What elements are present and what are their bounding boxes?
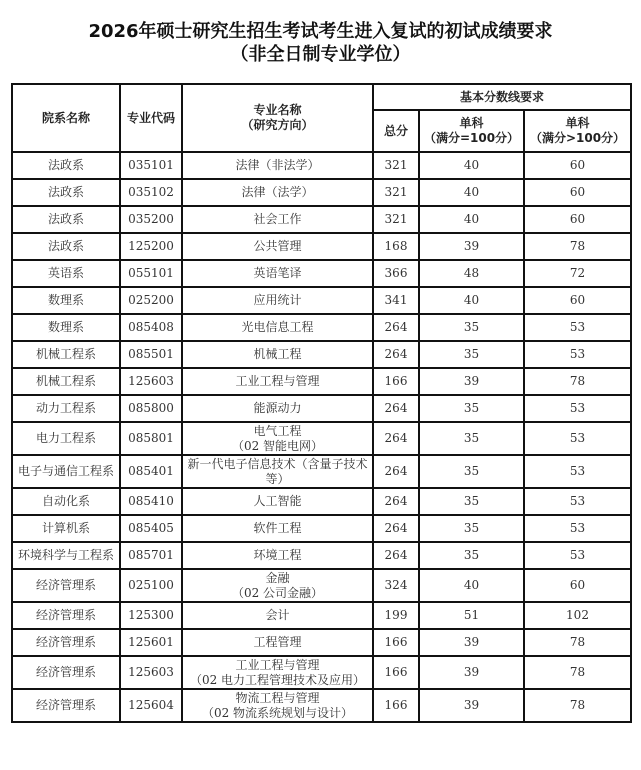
cell-single-gt100: 78	[524, 629, 631, 656]
cell-single-100: 35	[419, 455, 524, 488]
cell-single-gt100: 60	[524, 206, 631, 233]
cell-major-code: 085800	[120, 395, 182, 422]
cell-total-score: 341	[373, 287, 419, 314]
cell-major-code: 025200	[120, 287, 182, 314]
major-name-line1: 法律（非法学）	[235, 158, 320, 172]
cell-major-code: 025100	[120, 569, 182, 602]
table-row	[12, 395, 631, 422]
cell-total-score: 321	[373, 179, 419, 206]
cell-major-code: 035101	[120, 152, 182, 179]
cell-major-name	[182, 395, 373, 422]
cell-total-score: 264	[373, 422, 419, 455]
cell-major-name	[182, 314, 373, 341]
header-single-100	[419, 110, 524, 152]
cell-single-gt100: 78	[524, 233, 631, 260]
cell-major-name	[182, 206, 373, 233]
major-name-line1: 软件工程	[253, 521, 302, 535]
major-name-line1: 新一代电子信息技术（含量子技术	[187, 456, 368, 471]
cell-total-score: 166	[373, 368, 419, 395]
table-row	[12, 488, 631, 515]
cell-single-gt100: 60	[524, 179, 631, 206]
header-major-name-line2: （研究方向）	[241, 118, 314, 132]
cell-total-score: 264	[373, 314, 419, 341]
header-department: 院系名称	[12, 84, 120, 152]
cell-department: 电子与通信工程系	[12, 455, 120, 488]
table-row	[12, 542, 631, 569]
cell-department: 经济管理系	[12, 629, 120, 656]
major-name-line2: （02 电力工程管理技术及应用）	[189, 672, 366, 687]
cell-total-score: 166	[373, 629, 419, 656]
cell-major-name	[182, 233, 373, 260]
cell-major-code: 055101	[120, 260, 182, 287]
header-major-code: 专业代码	[120, 84, 182, 152]
cell-major-name	[182, 689, 373, 722]
cell-single-100: 35	[419, 515, 524, 542]
cell-single-100: 39	[419, 656, 524, 689]
cell-single-gt100: 53	[524, 314, 631, 341]
cell-department: 动力工程系	[12, 395, 120, 422]
cell-single-gt100: 53	[524, 341, 631, 368]
cell-single-gt100: 60	[524, 152, 631, 179]
major-name-line1: 工业工程与管理	[235, 657, 320, 672]
cell-total-score: 324	[373, 569, 419, 602]
cell-total-score: 321	[373, 152, 419, 179]
cell-department: 法政系	[12, 179, 120, 206]
cell-total-score: 264	[373, 341, 419, 368]
cell-department: 法政系	[12, 206, 120, 233]
cell-single-100: 40	[419, 569, 524, 602]
header-single-100-line1: 单科	[459, 116, 484, 130]
major-name-line1: 应用统计	[253, 293, 302, 307]
major-name-line1: 会计	[265, 608, 290, 622]
table-row	[12, 656, 631, 689]
header-major-name	[182, 84, 373, 152]
cell-single-100: 35	[419, 314, 524, 341]
major-name-line1: 人工智能	[253, 494, 302, 508]
table-row	[12, 689, 631, 722]
cell-major-name	[182, 179, 373, 206]
cell-single-gt100: 102	[524, 602, 631, 629]
cell-major-code: 085405	[120, 515, 182, 542]
table-row	[12, 602, 631, 629]
cell-single-100: 39	[419, 689, 524, 722]
major-name-line1: 机械工程	[253, 347, 302, 361]
cell-major-code: 125604	[120, 689, 182, 722]
table-row	[12, 515, 631, 542]
major-name-line1: 金融	[265, 570, 290, 585]
cell-total-score: 264	[373, 455, 419, 488]
header-total: 总分	[373, 110, 419, 152]
cell-single-100: 40	[419, 206, 524, 233]
table-row	[12, 260, 631, 287]
cell-single-gt100: 78	[524, 368, 631, 395]
cell-department: 计算机系	[12, 515, 120, 542]
major-name-line1: 法律（法学）	[241, 185, 314, 199]
header-single-gt100-line1: 单科	[565, 116, 590, 130]
cell-major-name	[182, 515, 373, 542]
score-requirements-table	[11, 83, 632, 723]
cell-major-code: 085410	[120, 488, 182, 515]
cell-single-gt100: 53	[524, 488, 631, 515]
cell-single-gt100: 53	[524, 542, 631, 569]
major-name-line1: 电气工程	[253, 423, 302, 438]
table-body	[12, 152, 631, 722]
cell-single-100: 35	[419, 341, 524, 368]
major-name-line1: 光电信息工程	[241, 320, 314, 334]
major-name-line1: 能源动力	[253, 401, 302, 415]
cell-total-score: 264	[373, 395, 419, 422]
cell-major-code: 125601	[120, 629, 182, 656]
major-name-line1: 社会工作	[253, 212, 302, 226]
cell-major-name	[182, 602, 373, 629]
cell-major-name	[182, 455, 373, 488]
cell-department: 环境科学与工程系	[12, 542, 120, 569]
cell-major-name	[182, 542, 373, 569]
table-row	[12, 569, 631, 602]
cell-department: 数理系	[12, 314, 120, 341]
table-row	[12, 368, 631, 395]
cell-major-code: 035102	[120, 179, 182, 206]
cell-major-name	[182, 488, 373, 515]
cell-department: 经济管理系	[12, 569, 120, 602]
cell-department: 英语系	[12, 260, 120, 287]
table-row	[12, 314, 631, 341]
cell-department: 自动化系	[12, 488, 120, 515]
cell-major-code: 125300	[120, 602, 182, 629]
header-single-100-line2: （满分=100分）	[423, 131, 520, 145]
cell-total-score: 199	[373, 602, 419, 629]
cell-single-gt100: 53	[524, 515, 631, 542]
cell-single-100: 40	[419, 287, 524, 314]
table-row	[12, 629, 631, 656]
cell-single-100: 40	[419, 152, 524, 179]
cell-single-100: 48	[419, 260, 524, 287]
cell-major-code: 085408	[120, 314, 182, 341]
cell-total-score: 264	[373, 542, 419, 569]
cell-single-100: 35	[419, 542, 524, 569]
major-name-line1: 环境工程	[253, 548, 302, 562]
page-title: 2026年硕士研究生招生考试考生进入复试的初试成绩要求	[88, 21, 553, 42]
cell-major-code: 125603	[120, 656, 182, 689]
table-row	[12, 455, 631, 488]
cell-major-name	[182, 341, 373, 368]
cell-single-gt100: 78	[524, 689, 631, 722]
table-row	[12, 422, 631, 455]
cell-single-gt100: 60	[524, 287, 631, 314]
cell-total-score: 168	[373, 233, 419, 260]
cell-total-score: 264	[373, 515, 419, 542]
cell-major-code: 085801	[120, 422, 182, 455]
cell-major-code: 085401	[120, 455, 182, 488]
table-row	[12, 179, 631, 206]
cell-single-gt100: 60	[524, 569, 631, 602]
cell-major-code: 085701	[120, 542, 182, 569]
table-row	[12, 206, 631, 233]
header-single-gt100-line2: （满分>100分）	[529, 131, 626, 145]
cell-major-name	[182, 569, 373, 602]
major-name-line2: （02 公司金融）	[231, 585, 324, 600]
cell-single-gt100: 78	[524, 656, 631, 689]
major-name-line2: （02 物流系统规划与设计）	[201, 705, 354, 720]
major-name-line2: （02 智能电网）	[231, 438, 324, 453]
major-name-line2: 等）	[265, 471, 290, 486]
cell-department: 经济管理系	[12, 602, 120, 629]
cell-department: 电力工程系	[12, 422, 120, 455]
major-name-line1: 英语笔译	[253, 266, 302, 280]
cell-single-100: 35	[419, 488, 524, 515]
cell-department: 法政系	[12, 233, 120, 260]
cell-department: 经济管理系	[12, 656, 120, 689]
major-name-line1: 工程管理	[253, 635, 302, 649]
cell-department: 法政系	[12, 152, 120, 179]
header-major-name-line1: 专业名称	[253, 103, 302, 117]
cell-single-100: 35	[419, 395, 524, 422]
cell-major-code: 085501	[120, 341, 182, 368]
cell-department: 经济管理系	[12, 689, 120, 722]
header-single-gt100	[524, 110, 631, 152]
cell-single-100: 35	[419, 422, 524, 455]
cell-single-gt100: 53	[524, 455, 631, 488]
major-name-line1: 工业工程与管理	[235, 374, 320, 388]
cell-single-gt100: 72	[524, 260, 631, 287]
cell-major-name	[182, 368, 373, 395]
cell-major-name	[182, 287, 373, 314]
cell-major-name	[182, 422, 373, 455]
cell-total-score: 166	[373, 656, 419, 689]
cell-single-gt100: 53	[524, 395, 631, 422]
cell-total-score: 321	[373, 206, 419, 233]
cell-major-name	[182, 656, 373, 689]
table-row	[12, 152, 631, 179]
table-row	[12, 233, 631, 260]
page-subtitle: （非全日制专业学位）	[230, 44, 411, 65]
cell-total-score: 264	[373, 488, 419, 515]
cell-major-name	[182, 260, 373, 287]
cell-single-100: 39	[419, 368, 524, 395]
major-name-line1: 公共管理	[253, 239, 302, 253]
cell-major-code: 125200	[120, 233, 182, 260]
cell-major-code: 125603	[120, 368, 182, 395]
major-name-line1: 物流工程与管理	[235, 690, 320, 705]
cell-single-gt100: 53	[524, 422, 631, 455]
header-score-group: 基本分数线要求	[373, 84, 631, 110]
cell-total-score: 366	[373, 260, 419, 287]
cell-department: 数理系	[12, 287, 120, 314]
cell-total-score: 166	[373, 689, 419, 722]
cell-department: 机械工程系	[12, 368, 120, 395]
table-row	[12, 287, 631, 314]
cell-major-name	[182, 152, 373, 179]
cell-major-code: 035200	[120, 206, 182, 233]
table-row	[12, 341, 631, 368]
cell-single-100: 51	[419, 602, 524, 629]
cell-single-100: 39	[419, 629, 524, 656]
cell-single-100: 39	[419, 233, 524, 260]
cell-single-100: 40	[419, 179, 524, 206]
cell-department: 机械工程系	[12, 341, 120, 368]
cell-major-name	[182, 629, 373, 656]
